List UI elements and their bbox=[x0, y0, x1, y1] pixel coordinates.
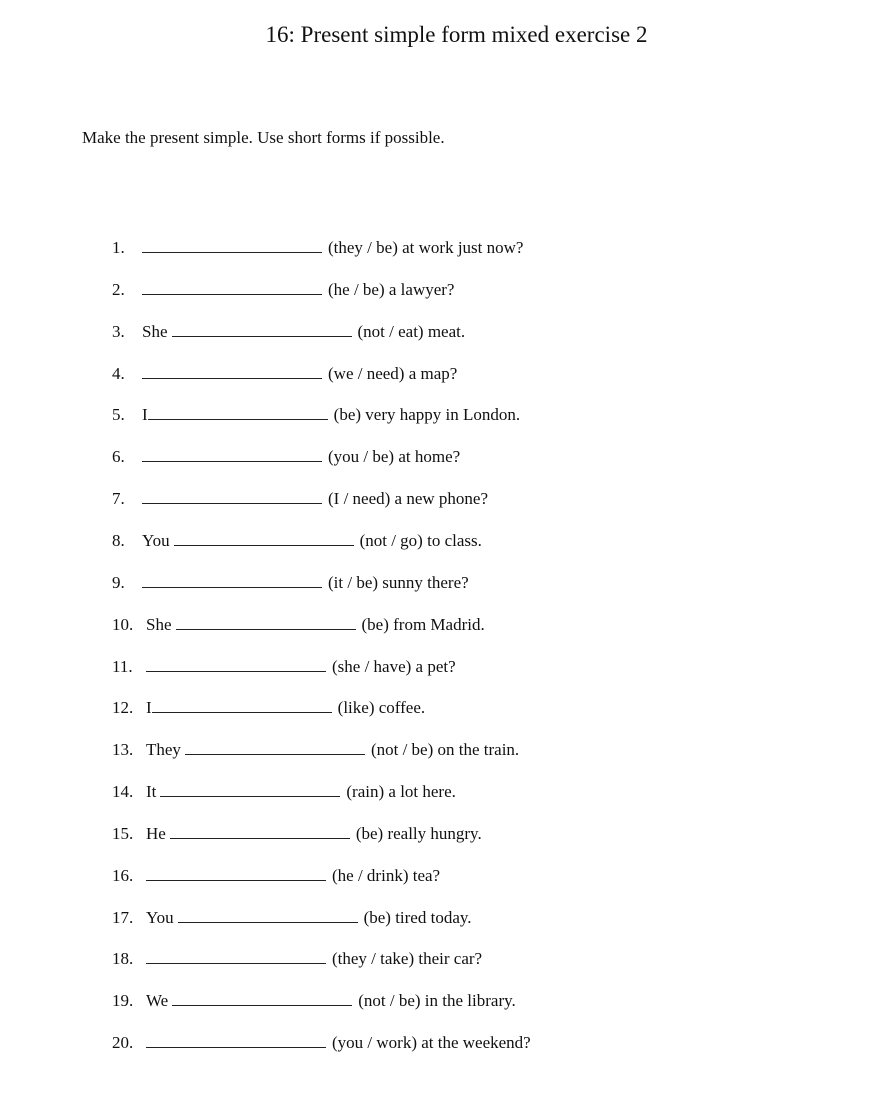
answer-blank[interactable] bbox=[146, 865, 326, 881]
item-subject: I bbox=[142, 405, 148, 424]
item-prompt: (rain) a lot here. bbox=[346, 782, 456, 801]
item-number: 16. bbox=[112, 866, 134, 885]
exercise-item bbox=[112, 739, 519, 761]
answer-blank[interactable] bbox=[142, 488, 322, 504]
item-number: 13. bbox=[112, 740, 134, 759]
answer-blank[interactable] bbox=[142, 363, 322, 379]
exercise-item bbox=[112, 237, 523, 259]
item-number: 18. bbox=[112, 949, 134, 968]
item-number: 9. bbox=[112, 573, 125, 592]
answer-blank[interactable] bbox=[176, 614, 356, 630]
item-prompt: (not / be) on the train. bbox=[370, 740, 520, 759]
exercise-item bbox=[112, 697, 425, 719]
item-number: 19. bbox=[112, 991, 134, 1010]
answer-blank[interactable] bbox=[172, 990, 352, 1006]
exercise-item bbox=[112, 572, 469, 594]
item-prompt: (be) very happy in London. bbox=[333, 405, 521, 424]
exercise-item bbox=[112, 948, 482, 970]
item-number: 12. bbox=[112, 698, 134, 717]
answer-blank[interactable] bbox=[185, 739, 365, 755]
answer-blank[interactable] bbox=[146, 1032, 326, 1048]
item-prompt: (like) coffee. bbox=[337, 698, 426, 717]
item-subject: She bbox=[142, 322, 168, 341]
item-prompt: (be) really hungry. bbox=[355, 824, 482, 843]
answer-blank[interactable] bbox=[160, 781, 340, 797]
item-prompt: (not / go) to class. bbox=[359, 531, 482, 550]
item-subject: It bbox=[146, 782, 157, 801]
item-number: 2. bbox=[112, 280, 125, 299]
item-subject: You bbox=[142, 531, 170, 550]
exercise-item bbox=[112, 990, 516, 1012]
exercise-item bbox=[112, 907, 472, 929]
answer-blank[interactable] bbox=[142, 279, 322, 295]
instructions: Make the present simple. Use short forms if possible. bbox=[82, 128, 445, 147]
item-subject: We bbox=[146, 991, 169, 1010]
exercise-item bbox=[112, 823, 482, 845]
exercise-item bbox=[112, 404, 520, 426]
item-number: 15. bbox=[112, 824, 134, 843]
item-number: 3. bbox=[112, 322, 125, 341]
answer-blank[interactable] bbox=[174, 530, 354, 546]
item-prompt: (it / be) sunny there? bbox=[328, 573, 469, 592]
answer-blank[interactable] bbox=[142, 237, 322, 253]
item-prompt: (they / be) at work just now? bbox=[328, 238, 524, 257]
answer-blank[interactable] bbox=[142, 572, 322, 588]
item-number: 5. bbox=[112, 405, 125, 424]
item-subject: She bbox=[146, 615, 172, 634]
item-number: 11. bbox=[112, 657, 133, 676]
item-subject: I bbox=[146, 698, 152, 717]
item-number: 1. bbox=[112, 238, 125, 257]
item-subject: You bbox=[146, 908, 174, 927]
item-number: 6. bbox=[112, 447, 125, 466]
exercise-item bbox=[112, 321, 465, 343]
exercise-item bbox=[112, 1032, 531, 1054]
answer-blank[interactable] bbox=[142, 446, 322, 462]
item-number: 20. bbox=[112, 1033, 134, 1052]
item-prompt: (they / take) their car? bbox=[332, 949, 483, 968]
item-prompt: (I / need) a new phone? bbox=[328, 489, 489, 508]
exercise-item bbox=[112, 446, 460, 468]
item-subject: They bbox=[146, 740, 181, 759]
exercise-item bbox=[112, 614, 485, 636]
item-number: 10. bbox=[112, 615, 134, 634]
page-title: 16: Present simple form mixed exercise 2 bbox=[265, 22, 648, 47]
answer-blank[interactable] bbox=[178, 907, 358, 923]
exercise-item bbox=[112, 530, 482, 552]
item-prompt: (be) from Madrid. bbox=[361, 615, 485, 634]
answer-blank[interactable] bbox=[172, 321, 352, 337]
item-prompt: (you / work) at the weekend? bbox=[332, 1033, 531, 1052]
answer-blank[interactable] bbox=[148, 404, 328, 420]
answer-blank[interactable] bbox=[146, 948, 326, 964]
item-number: 4. bbox=[112, 364, 125, 383]
item-number: 7. bbox=[112, 489, 125, 508]
item-prompt: (we / need) a map? bbox=[328, 364, 458, 383]
item-prompt: (he / be) a lawyer? bbox=[328, 280, 455, 299]
item-prompt: (he / drink) tea? bbox=[332, 866, 441, 885]
item-subject: He bbox=[146, 824, 166, 843]
item-prompt: (she / have) a pet? bbox=[332, 657, 456, 676]
exercise-item bbox=[112, 656, 456, 678]
item-number: 8. bbox=[112, 531, 125, 550]
item-number: 17. bbox=[112, 908, 134, 927]
answer-blank[interactable] bbox=[152, 697, 332, 713]
exercise-item bbox=[112, 279, 454, 301]
item-prompt: (not / eat) meat. bbox=[357, 322, 466, 341]
answer-blank[interactable] bbox=[170, 823, 350, 839]
exercise-item bbox=[112, 363, 457, 385]
item-number: 14. bbox=[112, 782, 134, 801]
item-prompt: (be) tired today. bbox=[363, 908, 472, 927]
item-prompt: (you / be) at home? bbox=[328, 447, 461, 466]
exercise-item bbox=[112, 865, 440, 887]
answer-blank[interactable] bbox=[146, 656, 326, 672]
exercise-item bbox=[112, 781, 456, 803]
item-prompt: (not / be) in the library. bbox=[358, 991, 516, 1010]
exercise-item bbox=[112, 488, 488, 510]
